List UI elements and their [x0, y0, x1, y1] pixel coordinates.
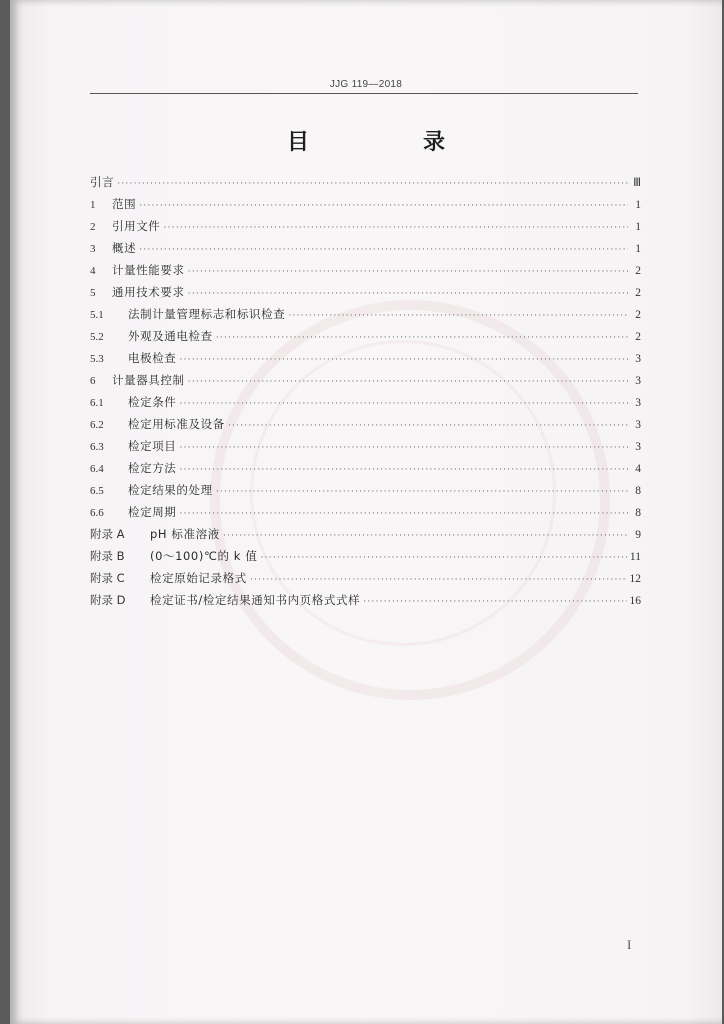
toc-entry-references[interactable] — [90, 218, 641, 240]
dot-leader — [179, 442, 628, 452]
toc-entry-6-6[interactable] — [90, 504, 641, 526]
toc-entry-label: 电极检查 — [128, 351, 177, 365]
dot-leader — [179, 354, 628, 364]
toc-entry-number: 5.1 — [90, 309, 104, 321]
toc-entry-label: 引言 — [90, 175, 115, 189]
toc-entry-label: 外观及通电检查 — [128, 329, 213, 343]
toc-entry-label: 检定方法 — [128, 461, 177, 475]
toc-entry-page: 16 — [629, 595, 641, 607]
dot-leader — [216, 486, 628, 496]
toc-entry-number: 附录 A — [90, 527, 125, 541]
toc-entry-page: 2 — [635, 331, 641, 343]
toc-entry-page: 11 — [629, 551, 641, 563]
toc-entry-appendix-b[interactable] — [90, 548, 641, 570]
toc-entry-5-2[interactable] — [90, 328, 641, 350]
toc-entry-number: 6.1 — [90, 397, 104, 409]
toc-entry-label: 检定证书/检定结果通知书内页格式式样 — [150, 593, 361, 607]
toc-entry-number: 6.2 — [90, 419, 104, 431]
toc-entry-label: 范围 — [112, 197, 137, 211]
toc-entry-page: 9 — [635, 529, 641, 541]
dot-leader — [223, 530, 628, 540]
toc-entry-metrological-requirements[interactable] — [90, 262, 641, 284]
toc-entry-number: 5.2 — [90, 331, 104, 343]
toc-entry-page: 3 — [635, 441, 641, 453]
toc-entry-number: 5 — [90, 287, 96, 299]
toc-entry-label: 检定原始记录格式 — [150, 571, 247, 585]
toc-entry-page: 2 — [635, 287, 641, 299]
toc-entry-number: 4 — [90, 265, 96, 277]
toc-entry-label: 计量器具控制 — [112, 373, 185, 387]
toc-entry-number: 1 — [90, 199, 96, 211]
toc-entry-label: 检定用标准及设备 — [128, 417, 225, 431]
toc-entry-page: 1 — [635, 221, 641, 233]
toc-entry-overview[interactable] — [90, 240, 641, 262]
toc-entry-page: 2 — [635, 265, 641, 277]
dot-leader — [260, 552, 626, 562]
toc-entry-number: 5.3 — [90, 353, 104, 365]
dot-leader — [188, 376, 628, 386]
table-of-contents — [90, 174, 641, 614]
toc-entry-label: 检定项目 — [128, 439, 177, 453]
page-title: 目 录 — [286, 130, 491, 155]
toc-entry-number: 附录 C — [90, 571, 125, 585]
dot-leader — [117, 178, 628, 188]
toc-entry-5-1[interactable] — [90, 306, 641, 328]
toc-entry-label: pH 标准溶液 — [150, 527, 220, 541]
toc-entry-instrument-control[interactable] — [90, 372, 641, 394]
toc-entry-page: 1 — [635, 243, 641, 255]
dot-leader — [228, 420, 628, 430]
dot-leader — [139, 200, 628, 210]
toc-entry-number: 6.6 — [90, 507, 104, 519]
document-page — [10, 0, 722, 1024]
toc-entry-number: 6 — [90, 375, 96, 387]
toc-entry-number: 2 — [90, 221, 96, 233]
dot-leader — [288, 310, 628, 320]
toc-entry-appendix-d[interactable] — [90, 592, 641, 614]
dot-leader — [179, 508, 628, 518]
toc-entry-5-3[interactable] — [90, 350, 641, 372]
toc-entry-6-1[interactable] — [90, 394, 641, 416]
header-rule — [90, 93, 638, 94]
toc-entry-label: (0～100)℃的 k 值 — [150, 549, 258, 563]
toc-entry-label: 法制计量管理标志和标识检查 — [128, 307, 286, 321]
toc-entry-page: 3 — [635, 353, 641, 365]
toc-entry-page: 8 — [635, 485, 641, 497]
dot-leader — [216, 332, 628, 342]
toc-entry-page: 8 — [635, 507, 641, 519]
dot-leader — [179, 398, 628, 408]
toc-entry-6-2[interactable] — [90, 416, 641, 438]
toc-entry-general-technical-requirements[interactable] — [90, 284, 641, 306]
toc-entry-number: 6.5 — [90, 485, 104, 497]
toc-entry-foreword[interactable] — [90, 174, 641, 196]
toc-entry-label: 检定条件 — [128, 395, 177, 409]
toc-entry-scope[interactable] — [90, 196, 641, 218]
page-folio: I — [627, 937, 632, 952]
toc-entry-label: 引用文件 — [112, 219, 161, 233]
toc-entry-number: 3 — [90, 243, 96, 255]
dot-leader — [179, 464, 628, 474]
toc-entry-page: 12 — [629, 573, 641, 585]
toc-entry-label: 通用技术要求 — [112, 285, 185, 299]
dot-leader — [363, 596, 626, 606]
dot-leader — [163, 222, 628, 232]
toc-entry-label: 检定周期 — [128, 505, 177, 519]
dot-leader — [188, 266, 628, 276]
toc-entry-number: 附录 D — [90, 593, 126, 607]
toc-entry-6-3[interactable] — [90, 438, 641, 460]
toc-entry-number: 6.4 — [90, 463, 104, 475]
toc-entry-label: 概述 — [112, 241, 137, 255]
toc-entry-number: 附录 B — [90, 549, 125, 563]
toc-entry-page: 2 — [635, 309, 641, 321]
toc-entry-label: 检定结果的处理 — [128, 483, 213, 497]
toc-entry-page: Ⅲ — [633, 177, 641, 189]
toc-entry-page: 4 — [635, 463, 641, 475]
toc-entry-page: 1 — [635, 199, 641, 211]
toc-entry-page: 3 — [635, 419, 641, 431]
toc-entry-page: 3 — [635, 375, 641, 387]
toc-entry-6-5[interactable] — [90, 482, 641, 504]
toc-entry-appendix-c[interactable] — [90, 570, 641, 592]
toc-entry-appendix-a[interactable] — [90, 526, 641, 548]
dot-leader — [250, 574, 627, 584]
toc-entry-number: 6.3 — [90, 441, 104, 453]
toc-entry-page: 3 — [635, 397, 641, 409]
toc-entry-label: 计量性能要求 — [112, 263, 185, 277]
dot-leader — [139, 244, 628, 254]
dot-leader — [188, 288, 628, 298]
standard-code: JJG 119—2018 — [329, 79, 403, 90]
toc-entry-6-4[interactable] — [90, 460, 641, 482]
